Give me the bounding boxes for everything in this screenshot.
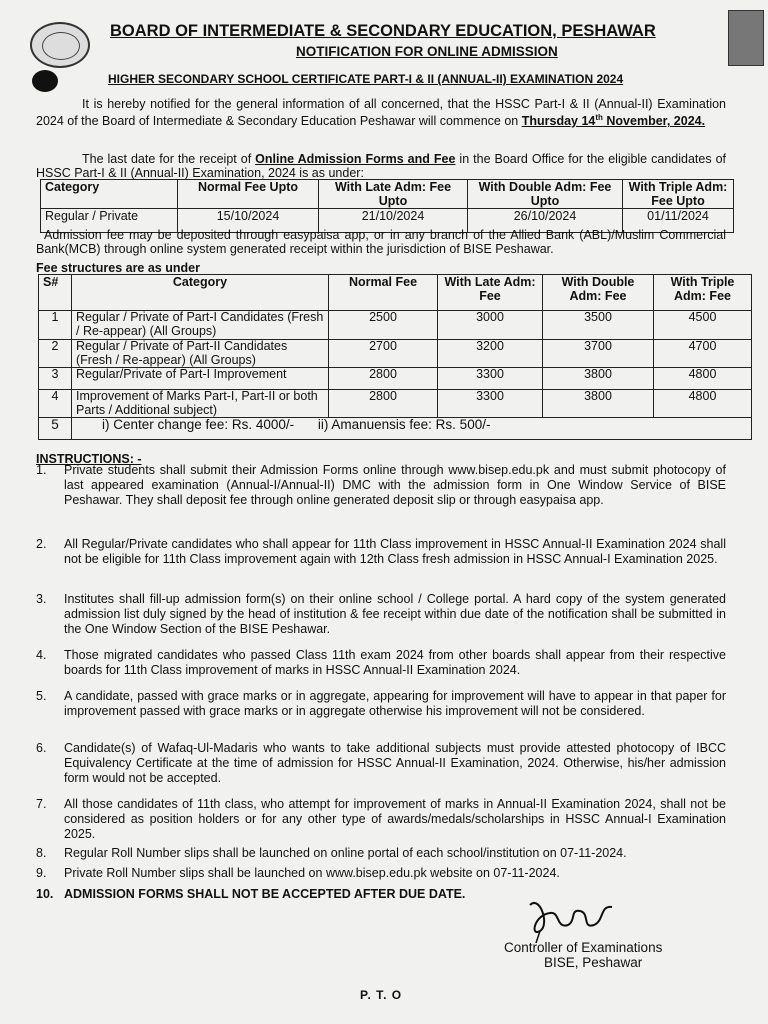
schedule-cell: 01/11/2024	[623, 209, 734, 233]
fee-cell: 3800	[543, 390, 654, 418]
fee-cell: Regular/Private of Part-I Improvement	[72, 368, 329, 390]
table-row	[39, 368, 752, 390]
instruction-item: 4. Those migrated candidates who passed Class 11th exam 2024 from other boards shall appear from their respective boards for 11th Class improvement of marks in HSSC Annual-II Examination 2024.	[36, 648, 726, 677]
instruction-item: 1. Private students shall submit their Admission Forms online through www.bisep.edu.pk and must submit photocopy of last appeared examination (Annual-I/Annual-II) DMC with the admission form in One Window Service of BISE Peshawar. They shall deposit fee through online generated deposit slip or through easypaisa app.	[36, 463, 726, 507]
deposit-note: Admission fee may be deposited through easypaisa app, or in any branch of the Allied Bank (ABL)/Muslim Commercial Bank(MCB) through online system generated receipt within the jurisdiction of BISE Peshawar.	[36, 228, 726, 256]
schedule-header-category: Category	[41, 180, 178, 209]
schedule-header-triple: With Triple Adm: Fee Upto	[623, 180, 734, 209]
fee-cell: 2500	[329, 311, 438, 340]
schedule-header-late: With Late Adm: Fee Upto	[319, 180, 468, 209]
center-change-fee: i) Center change fee: Rs. 4000/-	[102, 417, 295, 432]
instruction-item: 7. All those candidates of 11th class, who attempt for improvement of marks in Annual-II Examination 2024, shall not be considered as position holders or for any other type of awards/medals/scholarships in HSSC Annual-I Examination 2025.	[36, 797, 726, 841]
fee-cell: Regular / Private of Part-I Candidates (Fresh / Re-appear) (All Groups)	[72, 311, 329, 340]
table-row	[39, 390, 752, 418]
fee-cell: 4500	[654, 311, 752, 340]
qr-code	[728, 10, 764, 66]
schedule-cell: 15/10/2024	[178, 209, 319, 233]
instruction-item: 8. Regular Roll Number slips shall be launched on online portal of each school/institution on 07-11-2024.	[36, 846, 627, 860]
signature	[520, 895, 630, 943]
fee-cell: 1	[39, 311, 72, 340]
commence-date: Thursday 14th November, 2024.	[521, 113, 706, 129]
fee-cell: 4800	[654, 390, 752, 418]
fee-header-late: With Late Adm: Fee	[438, 275, 543, 311]
fee-cell: 4	[39, 390, 72, 418]
fee-cell: 2800	[329, 390, 438, 418]
fee-cell: 3300	[438, 390, 543, 418]
page-footer: P. T. O	[360, 988, 403, 1002]
fee-table	[38, 274, 752, 440]
fee-cell: 5	[39, 418, 72, 440]
fee-cell: 3700	[543, 340, 654, 368]
fee-header-sno: S#	[39, 275, 72, 311]
schedule-cell: 26/10/2024	[468, 209, 623, 233]
signatory-block	[504, 940, 662, 970]
fee-cell: 3200	[438, 340, 543, 368]
board-title: BOARD OF INTERMEDIATE & SECONDARY EDUCATION, PESHAWAR	[110, 22, 656, 40]
table-row	[39, 275, 752, 311]
online-admission-link-text: Online Admission Forms and Fee	[255, 152, 456, 166]
table-row	[41, 180, 734, 209]
intro-text: It is hereby notified for the general information of all concerned, that the HSSC Part-I & II (Annual-II) Examination 2024 of the Board of Intermediate & Secondary Education Peshawar will commence on	[36, 97, 726, 129]
schedule-cell: 21/10/2024	[319, 209, 468, 233]
fee-header-category: Category	[72, 275, 329, 311]
intro-paragraph	[36, 97, 726, 128]
schedule-header-normal: Normal Fee Upto	[178, 180, 319, 209]
fee-cell: Improvement of Marks Part-I, Part-II or both Parts / Additional subject)	[72, 390, 329, 418]
bise-logo	[30, 22, 90, 68]
fee-cell: 3800	[543, 368, 654, 390]
exam-title: HIGHER SECONDARY SCHOOL CERTIFICATE PART-I & II (ANNUAL-II) EXAMINATION 2024	[108, 72, 624, 86]
fee-cell: 3500	[543, 311, 654, 340]
instruction-item: 3. Institutes shall fill-up admission form(s) on their online school / College portal. A hard copy of the system generated admission list duly signed by the head of institution & fee receipt within due date of the notification shall be submitted in the One Window Section of the BISE Peshawar.	[36, 592, 726, 636]
instruction-item: 9. Private Roll Number slips shall be launched on www.bisep.edu.pk website on 07-11-2024.	[36, 866, 560, 880]
fee-header-double: With Double Adm: Fee	[543, 275, 654, 311]
fee-cell: 3000	[438, 311, 543, 340]
fee-cell: 3300	[438, 368, 543, 390]
amanuensis-fee: ii) Amanuensis fee: Rs. 500/-	[317, 417, 491, 432]
signatory-office: BISE, Peshawar	[544, 955, 643, 970]
instructions-heading: INSTRUCTIONS: -	[36, 452, 142, 466]
fee-structure-heading: Fee structures are as under	[36, 261, 200, 275]
hole-punch-mark	[32, 70, 58, 92]
last-date-paragraph: The last date for the receipt of Online Admission Forms and Fee in the Board Office for the eligible candidates of HSSC Part-I & II (Annual-II) Examination, 2024 is as under:	[36, 152, 727, 180]
instruction-item: 2. All Regular/Private candidates who shall appear for 11th Class improvement in HSSC Annual-II Examination 2024 shall not be eligible for 11th Class improvement again with 12th Class fresh admission in HSSC Annual-I Examination 2025.	[36, 537, 726, 566]
fee-cell: Regular / Private of Part-II Candidates (Fresh / Re-appear) (All Groups)	[72, 340, 329, 368]
fee-cell: 2700	[329, 340, 438, 368]
fee-header-normal: Normal Fee	[329, 275, 438, 311]
fee-cell: 3	[39, 368, 72, 390]
signatory-title: Controller of Examinations	[504, 940, 663, 955]
schedule-cell: Regular / Private	[41, 209, 178, 233]
extra-fees-cell	[72, 418, 752, 440]
schedule-table	[40, 179, 734, 233]
table-row	[39, 418, 752, 440]
schedule-header-double: With Double Adm: Fee Upto	[468, 180, 623, 209]
table-row	[39, 340, 752, 368]
instruction-item: 5. A candidate, passed with grace marks or in aggregate, appearing for improvement will have to appear in that paper for improvement passed with grace marks or in aggregate otherwise his improvement will not be considered.	[36, 689, 726, 718]
table-row	[39, 311, 752, 340]
fee-header-triple: With Triple Adm: Fee	[654, 275, 752, 311]
fee-cell: 2	[39, 340, 72, 368]
fee-cell: 4700	[654, 340, 752, 368]
notification-title: NOTIFICATION FOR ONLINE ADMISSION	[296, 44, 558, 59]
instruction-item: 10. ADMISSION FORMS SHALL NOT BE ACCEPTED AFTER DUE DATE.	[36, 887, 466, 901]
fee-cell: 4800	[654, 368, 752, 390]
instruction-item: 6. Candidate(s) of Wafaq-Ul-Madaris who wants to take additional subjects must provide attested photocopy of IBCC Equivalency Certificate at the time of admission for HSSC Annual-II Examination, 2024. Otherwise, his/her admission form would not be accepted.	[36, 741, 726, 785]
fee-cell: 2800	[329, 368, 438, 390]
